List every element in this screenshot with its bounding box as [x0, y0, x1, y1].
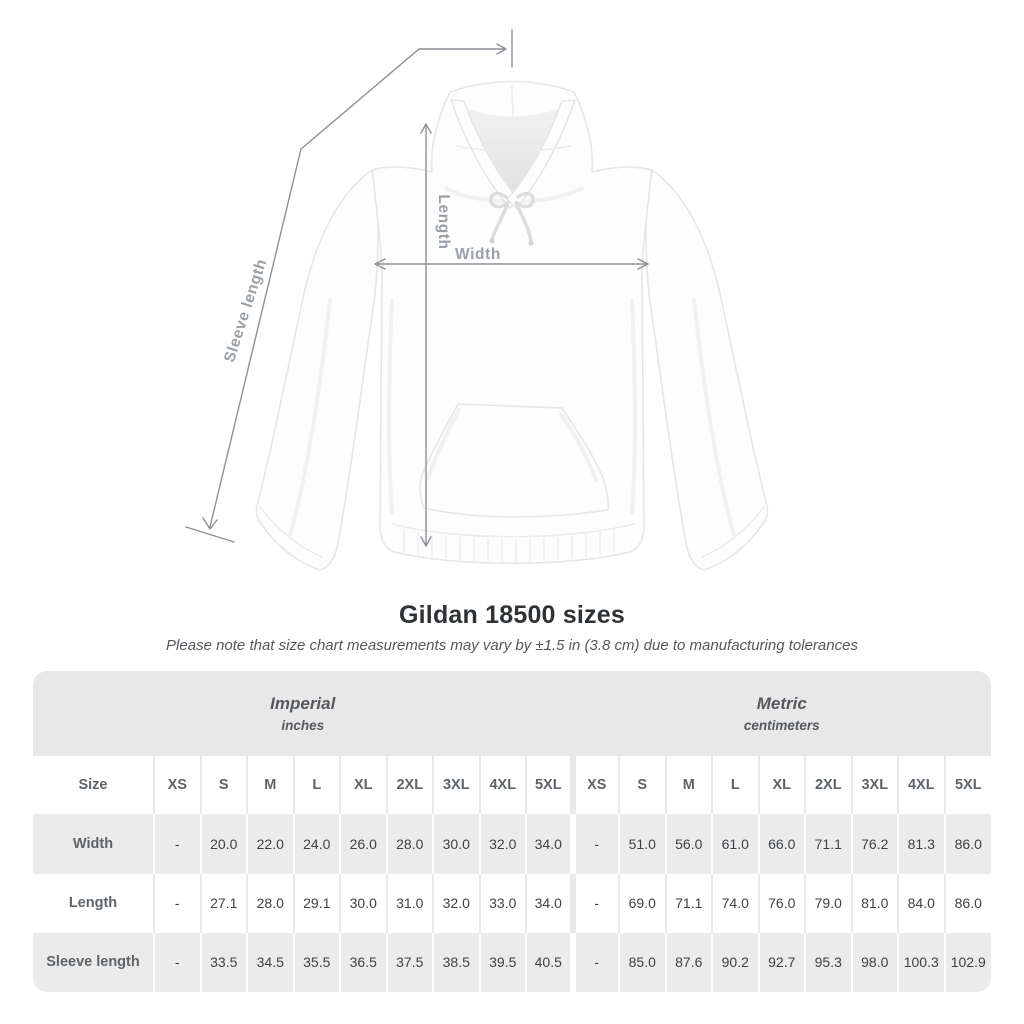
width-label: Width: [455, 246, 501, 263]
measurement-cell: 33.0: [480, 874, 527, 933]
size-header-row: [33, 756, 991, 814]
size-header: XS: [573, 756, 620, 814]
right-sleeve: [646, 170, 768, 570]
size-header: XL: [759, 756, 806, 814]
imperial-label: Imperial: [270, 694, 336, 714]
page-title: Gildan 18500 sizes: [399, 601, 625, 629]
measurement-cell: 69.0: [619, 874, 666, 933]
measurement-cell: 34.0: [526, 874, 573, 933]
size-header: S: [201, 756, 248, 814]
size-table: [33, 671, 991, 992]
drawstring-tip: [528, 240, 533, 245]
measurement-cell: 100.3: [898, 933, 945, 992]
measurement-cell: 71.1: [666, 874, 713, 933]
measurement-cell: 56.0: [666, 814, 713, 873]
measurement-cell: 98.0: [852, 933, 899, 992]
measurement-cell: 92.7: [759, 933, 806, 992]
sleeve-length-row: [33, 933, 991, 992]
metric-group-header: [573, 671, 992, 756]
measurement-cell: 37.5: [387, 933, 434, 992]
measurement-cell: 66.0: [759, 814, 806, 873]
measurement-cell: 34.5: [247, 933, 294, 992]
tolerance-note: Please note that size chart measurements may vary by ±1.5 in (3.8 cm) due to manufacturing tolerances: [166, 637, 858, 654]
measurement-cell: 24.0: [294, 814, 341, 873]
size-header: XL: [340, 756, 387, 814]
measurement-cell: 85.0: [619, 933, 666, 992]
measurement-cell: 90.2: [712, 933, 759, 992]
length-label: Length: [435, 194, 452, 250]
measurement-cell: 86.0: [945, 874, 992, 933]
size-header: L: [712, 756, 759, 814]
measurement-cell: 61.0: [712, 814, 759, 873]
measurement-cell: 38.5: [433, 933, 480, 992]
measurement-cell: 95.3: [805, 933, 852, 992]
measurement-cell: 32.0: [433, 874, 480, 933]
measurement-cell: 28.0: [247, 874, 294, 933]
measurement-cell: 35.5: [294, 933, 341, 992]
size-header: L: [294, 756, 341, 814]
size-header: 3XL: [852, 756, 899, 814]
size-header: 2XL: [387, 756, 434, 814]
left-sleeve: [256, 170, 378, 570]
size-header: XS: [154, 756, 201, 814]
sleeve-length-label: Sleeve length: [220, 256, 271, 365]
measurement-cell: 51.0: [619, 814, 666, 873]
imperial-group-header: [33, 671, 573, 756]
measurement-cell: 76.0: [759, 874, 806, 933]
size-header: M: [666, 756, 713, 814]
size-column-header: Size: [33, 756, 154, 814]
measurement-cell: 32.0: [480, 814, 527, 873]
size-header: 4XL: [898, 756, 945, 814]
measurement-cell: -: [154, 874, 201, 933]
measurement-cell: 27.1: [201, 874, 248, 933]
size-header: 5XL: [526, 756, 573, 814]
size-header: M: [247, 756, 294, 814]
measurement-cell: -: [573, 933, 620, 992]
measurement-cell: 76.2: [852, 814, 899, 873]
row-label: Width: [33, 814, 154, 873]
unit-band-row: [33, 671, 991, 756]
measurement-cell: 79.0: [805, 874, 852, 933]
size-header: S: [619, 756, 666, 814]
measurement-cell: -: [154, 814, 201, 873]
measurement-cell: 30.0: [433, 814, 480, 873]
size-header: 2XL: [805, 756, 852, 814]
measurement-cell: 34.0: [526, 814, 573, 873]
measurement-cell: 87.6: [666, 933, 713, 992]
measurement-cell: 36.5: [340, 933, 387, 992]
size-header: 3XL: [433, 756, 480, 814]
measurement-cell: -: [573, 874, 620, 933]
length-row: [33, 874, 991, 933]
measurement-cell: 81.3: [898, 814, 945, 873]
measurement-cell: 20.0: [201, 814, 248, 873]
metric-label: Metric: [756, 694, 807, 714]
measurement-cell: 39.5: [480, 933, 527, 992]
drawstring-tip: [489, 238, 494, 243]
measurement-cell: 84.0: [898, 874, 945, 933]
imperial-unit: inches: [281, 718, 325, 734]
measurement-cell: 74.0: [712, 874, 759, 933]
size-header: 5XL: [945, 756, 992, 814]
measurement-cell: 40.5: [526, 933, 573, 992]
row-label: Sleeve length: [33, 933, 154, 992]
measurement-cell: -: [154, 933, 201, 992]
width-row: [33, 814, 991, 873]
measurement-cell: 26.0: [340, 814, 387, 873]
measurement-cell: 30.0: [340, 874, 387, 933]
measurement-cell: 102.9: [945, 933, 992, 992]
measurement-cell: -: [573, 814, 620, 873]
size-header: 4XL: [480, 756, 527, 814]
measurement-cell: 71.1: [805, 814, 852, 873]
measurement-cell: 31.0: [387, 874, 434, 933]
measurement-cell: 29.1: [294, 874, 341, 933]
measurement-cell: 86.0: [945, 814, 992, 873]
row-label: Length: [33, 874, 154, 933]
measurement-cell: 33.5: [201, 933, 248, 992]
metric-unit: centimeters: [743, 718, 820, 734]
measurement-cell: 22.0: [247, 814, 294, 873]
measurement-cell: 81.0: [852, 874, 899, 933]
measurement-cell: 28.0: [387, 814, 434, 873]
